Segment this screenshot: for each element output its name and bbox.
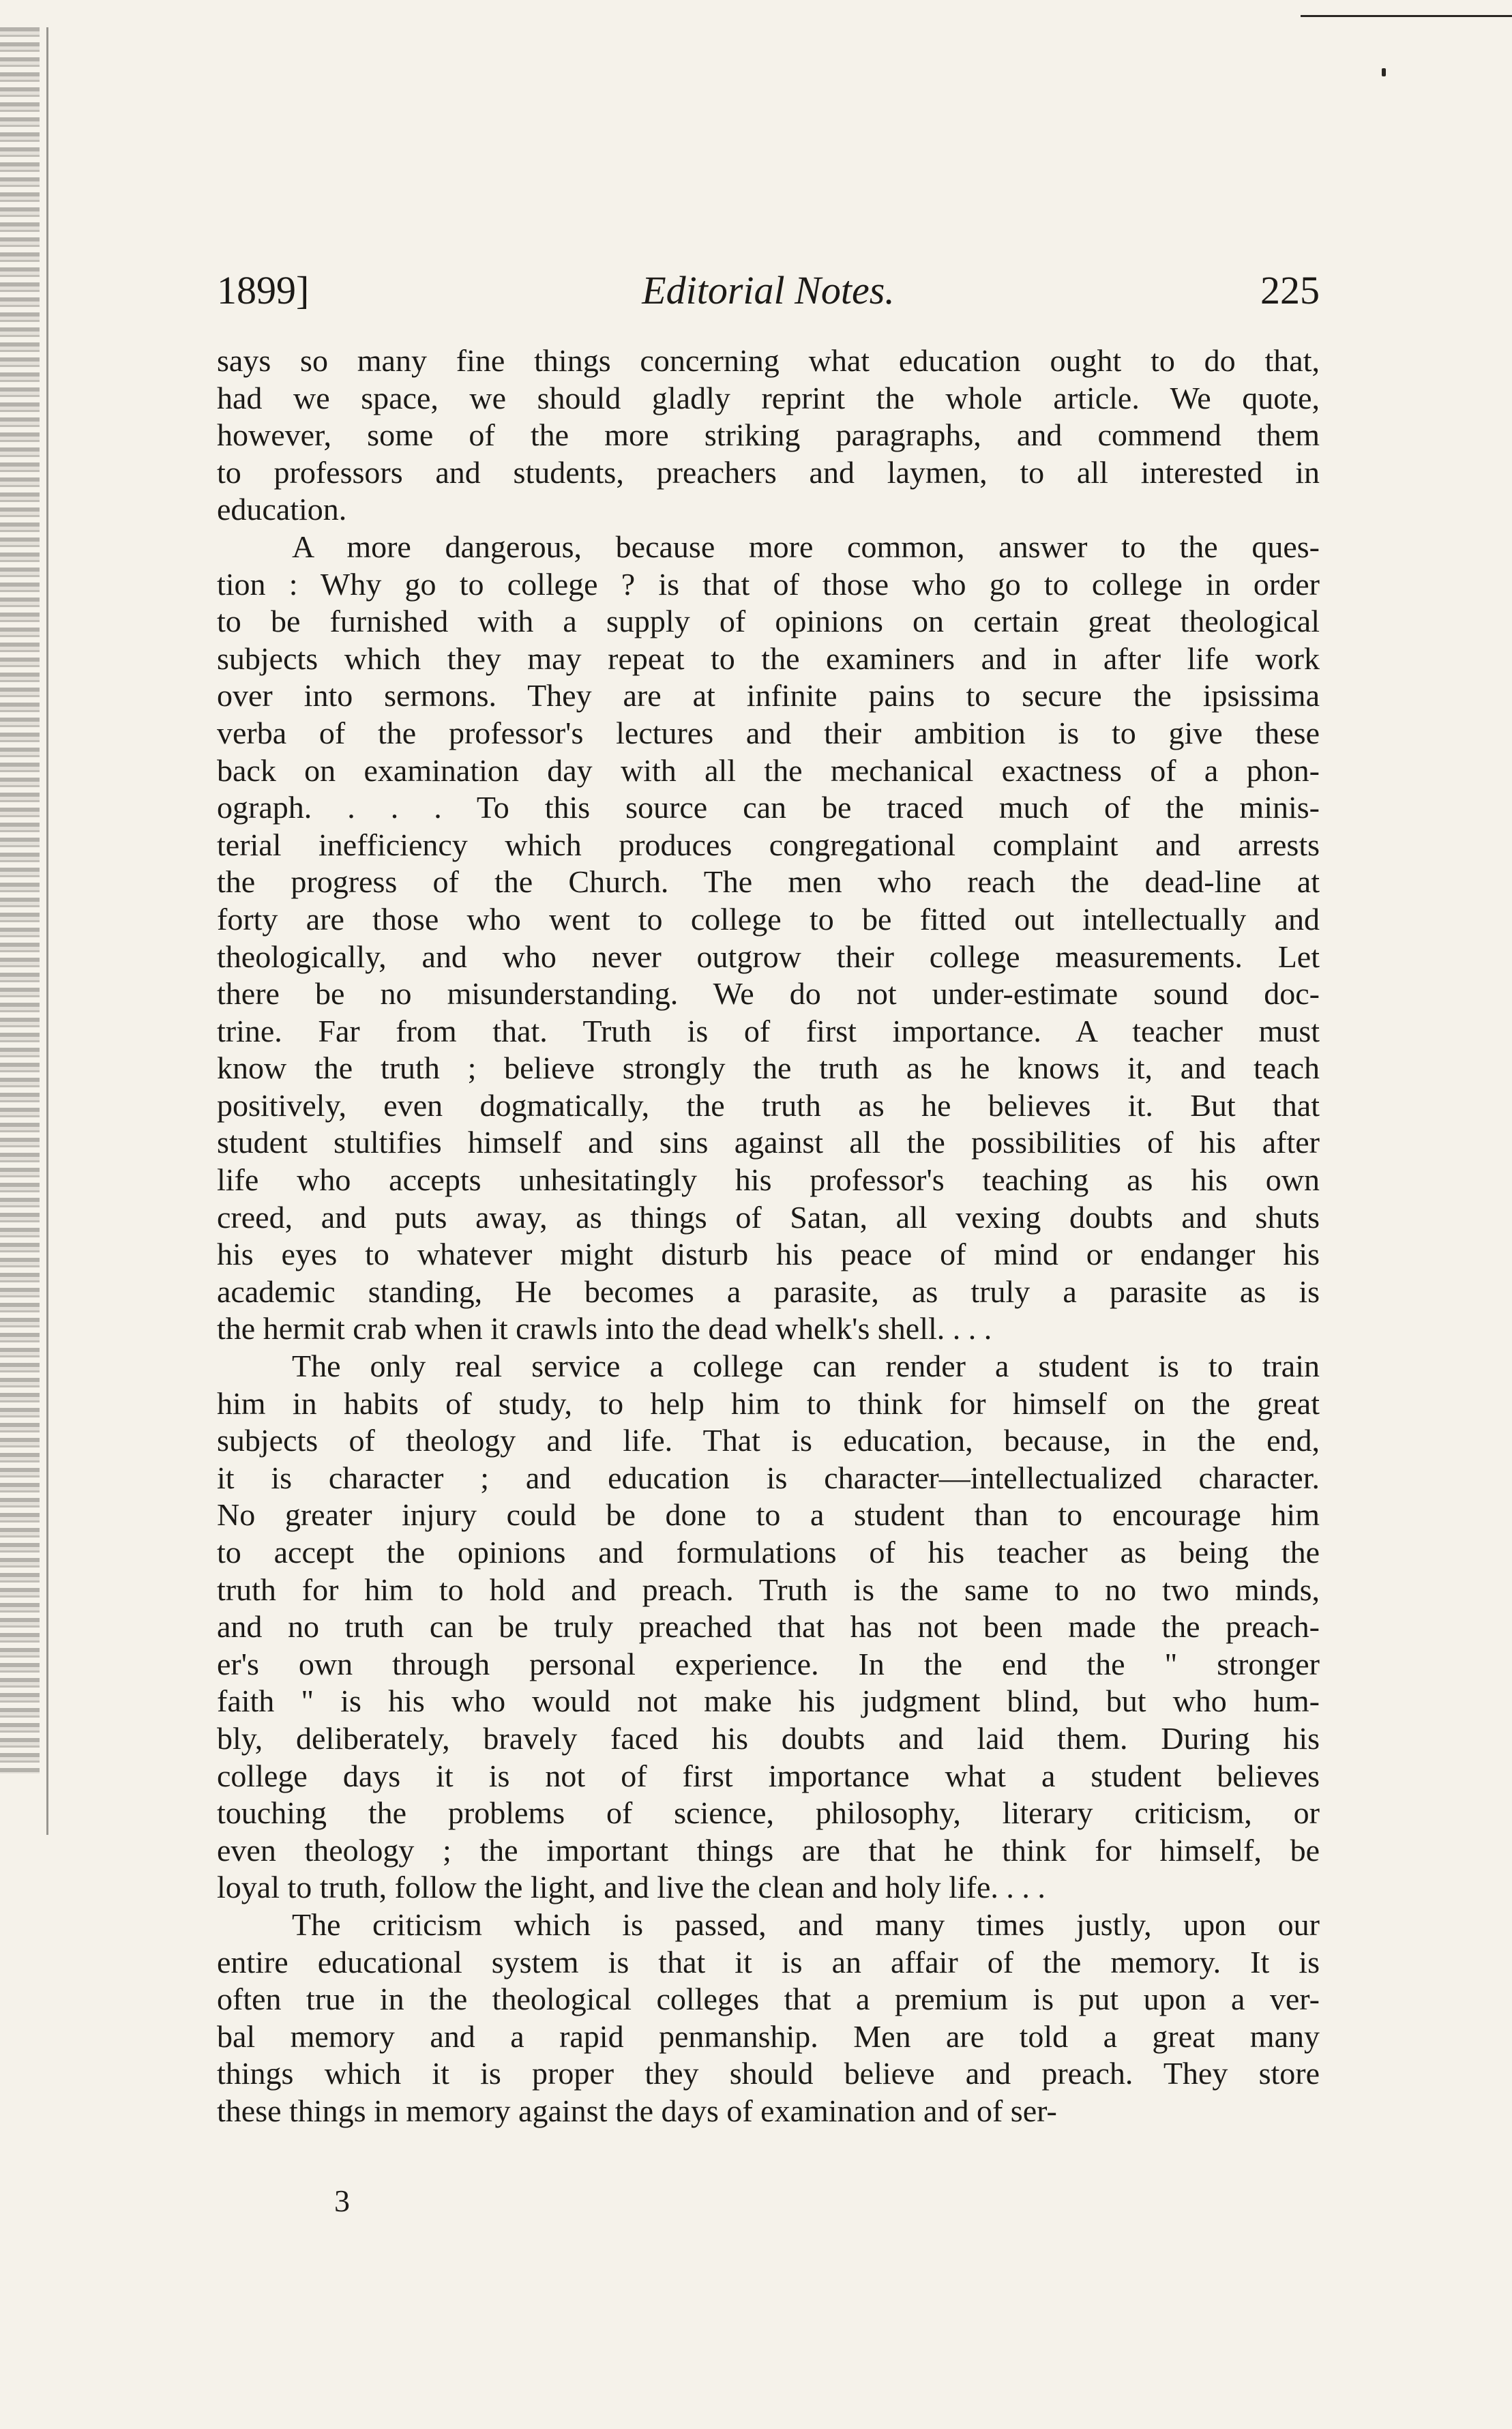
text-line: the hermit crab when it crawls into the dead whelk's shell. . . .	[217, 1311, 992, 1346]
text-line: bly, deliberately, bravely faced his doubts and laid them. During his	[217, 1720, 1320, 1756]
paragraph	[217, 529, 1320, 1348]
text-line: back on examination day with all the mechanical exactness of a phon-	[217, 752, 1320, 788]
text-line: truth for him to hold and preach. Truth is the same to no two minds,	[217, 1572, 1320, 1607]
paragraph	[217, 342, 1320, 529]
text-line: creed, and puts away, as things of Satan, all vexing doubts and shuts	[217, 1199, 1320, 1235]
binding-edge	[0, 27, 40, 1773]
text-line: er's own through personal experience. In the end the " stronger	[217, 1646, 1320, 1681]
text-line: there be no misunderstanding. We do not under-estimate sound doc-	[217, 976, 1320, 1012]
page-number: 225	[1260, 268, 1320, 312]
text-line: A more dangerous, because more common, answer to the ques-	[292, 529, 1320, 564]
text-line: know the truth ; believe strongly the truth as he knows it, and teach	[217, 1050, 1320, 1086]
ink-speck	[1382, 68, 1386, 76]
text-line: student stultifies himself and sins against all the possibilities of his after	[217, 1125, 1320, 1160]
body-text	[217, 342, 1320, 2130]
text-line: to professors and students, preachers and laymen, to all interested in	[217, 454, 1320, 490]
text-line: bal memory and a rapid penmanship. Men are told a great many	[217, 2018, 1320, 2054]
running-header	[217, 267, 1320, 322]
text-line: college days it is not of first importance what a student believes	[217, 1758, 1320, 1793]
paragraph	[217, 1348, 1320, 1907]
text-line: subjects of theology and life. That is education, because, in the end,	[217, 1423, 1320, 1458]
text-line: to accept the opinions and formulations of his teacher as being the	[217, 1535, 1320, 1570]
text-line: even theology ; the important things are that he think for himself, be	[217, 1832, 1320, 1868]
text-line: entire educational system is that it is an affair of the memory. It is	[217, 1944, 1320, 1979]
text-line: terial inefficiency which produces congregational complaint and arrests	[217, 827, 1320, 862]
text-line: his eyes to whatever might disturb his peace of mind or endanger his	[217, 1237, 1320, 1272]
text-line: the progress of the Church. The men who reach the dead-line at	[217, 864, 1320, 900]
text-line: things which it is proper they should believe and preach. They store	[217, 2056, 1320, 2091]
text-line: trine. Far from that. Truth is of first importance. A teacher must	[217, 1013, 1320, 1048]
text-line: ograph. . . . To this source can be traced much of the minis-	[217, 790, 1320, 825]
text-line: positively, even dogmatically, the truth as he believes it. But that	[217, 1087, 1320, 1123]
text-line: touching the problems of science, philosophy, literary criticism, or	[217, 1795, 1320, 1831]
text-line: however, some of the more striking paragraphs, and commend them	[217, 417, 1320, 453]
binding-line	[46, 27, 48, 1835]
text-line: had we space, we should gladly reprint the whole article. We quote,	[217, 380, 1320, 415]
text-line: to be furnished with a supply of opinions on certain great theological	[217, 604, 1320, 639]
text-line: it is character ; and education is character—intellectualized character.	[217, 1460, 1320, 1495]
text-line: No greater injury could be done to a student than to encourage him	[217, 1497, 1320, 1533]
text-line: often true in the theological colleges that a premium is put upon a ver-	[217, 1982, 1320, 2017]
text-line: faith " is his who would not make his judgment blind, but who hum-	[217, 1683, 1320, 1719]
text-line: The criticism which is passed, and many times justly, upon our	[292, 1907, 1320, 1942]
text-line: education.	[217, 492, 347, 527]
text-line: life who accepts unhesitatingly his professor's teaching as his own	[217, 1162, 1320, 1198]
text-line: academic standing, He becomes a parasite, as truly a parasite as is	[217, 1274, 1320, 1309]
text-line: these things in memory against the days of examination and of ser-	[217, 2093, 1057, 2128]
top-rule	[1301, 0, 1512, 17]
text-line: and no truth can be truly preached that has not been made the preach-	[217, 1609, 1320, 1645]
text-line: says so many fine things concerning what education ought to do that,	[217, 343, 1320, 378]
header-title: Editorial Notes.	[642, 268, 895, 312]
paragraph	[217, 1907, 1320, 2130]
text-line: him in habits of study, to help him to think for himself on the great	[217, 1385, 1320, 1421]
text-line: theologically, and who never outgrow their college measurements. Let	[217, 939, 1320, 974]
text-line: The only real service a college can render a student is to train	[292, 1349, 1320, 1384]
text-line: subjects which they may repeat to the examiners and in after life work	[217, 641, 1320, 676]
text-line: tion : Why go to college ? is that of those who go to college in order	[217, 566, 1320, 602]
text-line: over into sermons. They are at infinite pains to secure the ipsissima	[217, 678, 1320, 713]
header-year: 1899]	[217, 268, 310, 312]
signature-mark: 3	[334, 2183, 350, 2218]
text-line: forty are those who went to college to be fitted out intellectually and	[217, 901, 1320, 937]
text-line: loyal to truth, follow the light, and live the clean and holy life. . . .	[217, 1870, 1046, 1905]
text-line: verba of the professor's lectures and their ambition is to give these	[217, 715, 1320, 750]
